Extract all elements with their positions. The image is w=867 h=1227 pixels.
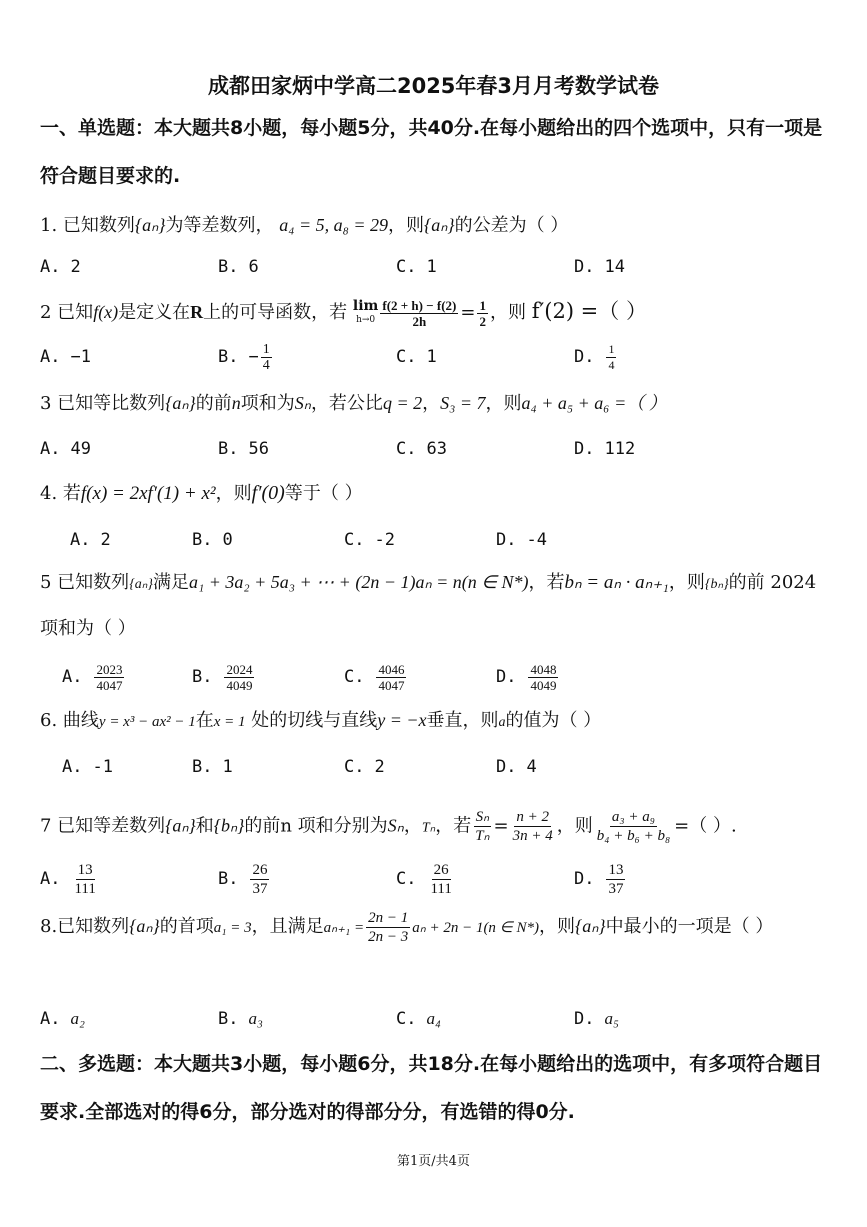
q6-text4: 垂直，则 xyxy=(426,710,499,731)
q6-expr3: y = −x xyxy=(377,710,427,730)
question-1 xyxy=(40,210,835,241)
q7-text7: ，则 xyxy=(556,815,593,837)
q1-option-b[interactable]: B. 6 xyxy=(218,257,259,277)
q7-option-a[interactable]: A. $\frac{13}{111}$ xyxy=(40,861,96,897)
q1-seq-2: {aₙ} xyxy=(424,215,455,235)
q6-expr4: a xyxy=(498,715,506,730)
q4-option-d[interactable]: D. -4 xyxy=(496,530,547,550)
q8-option-b[interactable]: B. a₃ xyxy=(218,1009,263,1029)
q8-option-d[interactable]: D. a₅ xyxy=(574,1009,619,1029)
q5-text4: ，则 xyxy=(668,572,705,593)
question-3 xyxy=(40,388,835,419)
q8-seq-a: {aₙ} xyxy=(129,916,160,936)
q7-Tn: Tₙ xyxy=(421,820,436,836)
q2-limit: lim h→0 xyxy=(352,298,379,325)
q3-text3: 项和为 xyxy=(240,393,295,414)
q3-Sn: Sₙ xyxy=(294,393,311,413)
q7-text6: ，若 xyxy=(435,815,472,837)
q8-text5: 中最小的一项是（ ） xyxy=(605,916,774,937)
q1-suffix: ，则 xyxy=(388,215,425,236)
q2-mid2: 上的可导函数，若 xyxy=(203,302,348,323)
q6-text1: 6. 曲线 xyxy=(40,710,99,731)
q7-seq-a: {aₙ} xyxy=(165,815,196,836)
q5-expr2: bₙ = aₙ · aₙ₊₁ xyxy=(564,572,669,593)
q5-text5: 的前 2024 项和为（ ） xyxy=(40,572,817,639)
q5-option-c[interactable]: C. $\frac{4046}{4047}$ xyxy=(344,661,405,693)
q7-text8: =（ ）. xyxy=(674,815,737,837)
q1-option-a[interactable]: A. 2 xyxy=(40,257,81,277)
question-4 xyxy=(40,478,835,509)
q4-text1: 4. 若 xyxy=(40,483,81,504)
question-2 xyxy=(40,296,835,329)
q6-text2: 在 xyxy=(195,710,214,731)
q4-option-b[interactable]: B. 0 xyxy=(192,530,233,550)
q7-Sn: Sₙ xyxy=(387,815,404,836)
q2-fx: f(x) xyxy=(93,302,119,322)
q2-eq: = xyxy=(460,302,476,323)
q6-text5: 的值为（ ） xyxy=(505,710,602,731)
q2-fraction: $\frac{f(2 + h) - f(2)}{2h}$ xyxy=(382,297,457,329)
q2-options xyxy=(40,340,830,374)
q7-text2: 和 xyxy=(195,815,214,837)
q6-option-d[interactable]: D. 4 xyxy=(496,757,537,777)
q3-text6: ，则 xyxy=(485,393,522,414)
q7-seq-b: {bₙ} xyxy=(213,815,245,836)
q7-option-c[interactable]: C. $\frac{26}{111}$ xyxy=(396,861,452,897)
q3-text5: ， xyxy=(422,393,441,414)
section-2-heading: 二、多选题：本大题共3小题，每小题6分，共18分.在每小题给出的选项中，有多项符合题目要求.全部选对的得6分，部分选对的得部分分，有选错的得0分. xyxy=(40,1053,823,1123)
q7-option-b[interactable]: B. $\frac{26}{37}$ xyxy=(218,861,268,897)
q8-option-a[interactable]: A. a₂ xyxy=(40,1009,85,1029)
q5-seq-a: {aₙ} xyxy=(129,577,153,592)
q3-option-b[interactable]: B. 56 xyxy=(218,439,269,459)
q4-options xyxy=(70,523,860,557)
q7-text5: ， xyxy=(403,815,422,837)
q7-options xyxy=(40,862,830,896)
q7-query: $\frac{\text{a₃ + a₉}}{\text{b₄ + b₆ + b₈}}$ xyxy=(596,809,671,844)
q1-seq: {aₙ} xyxy=(134,215,166,235)
q2-rhs: $\frac{1}{2}$ xyxy=(479,297,486,329)
q4-expr: f(x) = 2xf′(1) + x² xyxy=(80,483,216,504)
q3-text1: 3 已知等比数列 xyxy=(40,393,166,414)
q5-seq-b: {bₙ} xyxy=(704,577,729,592)
q6-option-a[interactable]: A. -1 xyxy=(62,757,113,777)
q7-option-d[interactable]: D. $\frac{13}{37}$ xyxy=(574,861,624,897)
q5-option-b[interactable]: B. $\frac{2024}{4049}$ xyxy=(192,661,253,693)
q2-option-b[interactable]: B. − $\frac{1}{4}$ xyxy=(218,341,270,373)
q2-R: R xyxy=(190,302,204,322)
q6-option-c[interactable]: C. 2 xyxy=(344,757,385,777)
q2-suffix: ，则 xyxy=(489,302,526,323)
q3-n: n xyxy=(231,393,241,413)
q8-text4: ，则 xyxy=(539,916,576,937)
q3-cond2: S₃ = 7 xyxy=(440,393,486,413)
question-5 xyxy=(40,560,835,651)
q5-expr: a₁ + 3a₂ + 5a₃ + ⋯ + (2n − 1)aₙ = n(n ∈ N*) xyxy=(188,572,529,592)
q1-ask: 的公差为（ ） xyxy=(454,215,569,236)
q7-text1: 7 已知等差数列 xyxy=(40,815,166,837)
q1-prefix: 1. 已知数列 xyxy=(40,215,135,236)
q1-option-d[interactable]: D. 14 xyxy=(574,257,625,277)
q1-options xyxy=(40,250,830,284)
q8-text2: 的首项 xyxy=(159,916,214,937)
q6-expr: y = x³ − ax² − 1 xyxy=(98,714,196,730)
q7-eq: = xyxy=(493,815,509,837)
q5-text2: 满足 xyxy=(152,572,189,593)
q3-cond1: q = 2 xyxy=(382,393,423,413)
q2-mid: 是定义在 xyxy=(118,302,191,323)
q6-expr2: x = 1 xyxy=(213,714,246,730)
q3-options xyxy=(40,432,830,466)
q8-option-c[interactable]: C. a₄ xyxy=(396,1009,441,1029)
q8-lhs: aₙ₊₁ = xyxy=(323,920,365,936)
q5-text1: 5 已知数列 xyxy=(40,572,130,593)
question-8 xyxy=(40,904,835,950)
q8-fraction: $\frac{2n - 1}{2n - 3}$ xyxy=(368,909,409,945)
q1-mid: 为等差数列， xyxy=(165,215,274,236)
page-title: 成都田家炳中学高二2025年春3月月考数学试卷 xyxy=(207,74,660,98)
q8-seq-a-2: {aₙ} xyxy=(575,916,606,936)
q4-text3: 等于（ ） xyxy=(284,483,363,504)
q8-cond: a₁ = 3 xyxy=(213,920,252,936)
q2-ask: f′(2) =（ ） xyxy=(531,299,647,323)
q8-rhs: aₙ + 2n − 1(n ∈ N*) xyxy=(412,920,540,936)
q8-options xyxy=(40,1002,830,1036)
q1-option-c[interactable]: C. 1 xyxy=(396,257,437,277)
q3-text4: ，若公比 xyxy=(310,393,383,414)
q7-text3: 的前 xyxy=(244,815,281,837)
q2-option-a[interactable]: A. −1 xyxy=(40,347,91,367)
question-7 xyxy=(40,808,835,845)
q7-text4: n 项和分别为 xyxy=(280,815,388,837)
q8-text1: 8.已知数列 xyxy=(40,916,130,937)
q4-option-a[interactable]: A. 2 xyxy=(70,530,111,550)
q7-ratio: $\frac{\text{Sₙ}}{\text{Tₙ}}$ xyxy=(475,809,490,844)
q2-prefix: 2 已知 xyxy=(40,302,94,323)
question-6 xyxy=(40,705,835,738)
q3-option-a[interactable]: A. 49 xyxy=(40,439,91,459)
q3-text2: 的前 xyxy=(195,393,232,414)
q6-options xyxy=(62,750,852,784)
q5-text3: ，若 xyxy=(528,572,565,593)
q5-options xyxy=(62,660,852,694)
q8-text3: ，且满足 xyxy=(251,916,324,937)
q3-seq: {aₙ} xyxy=(165,393,196,413)
q5-option-d[interactable]: D. $\frac{4048}{4049}$ xyxy=(496,661,557,693)
section-1-heading: 一、单选题：本大题共8小题，每小题5分，共40分.在每小题给出的四个选项中，只有一项是符合题目要求的. xyxy=(40,117,823,187)
q3-option-d[interactable]: D. 112 xyxy=(574,439,636,459)
q3-option-c[interactable]: C. 63 xyxy=(396,439,447,459)
page-footer: 第1页/共4页 xyxy=(397,1154,470,1169)
q3-ask: a₄ + a₅ + a₆ =（ ） xyxy=(521,393,667,413)
q4-text2: ，则 xyxy=(215,483,252,504)
q6-option-b[interactable]: B. 1 xyxy=(192,757,233,777)
q4-option-c[interactable]: C. -2 xyxy=(344,530,395,550)
q7-rhs: $\frac{n + 2}{3n + 4}$ xyxy=(512,809,553,844)
q6-text3: 处的切线与直线 xyxy=(245,710,378,731)
q4-expr2: f′(0) xyxy=(251,482,285,504)
q2-option-c[interactable]: C. 1 xyxy=(396,347,437,367)
q5-option-a[interactable]: A. $\frac{2023}{4047}$ xyxy=(62,661,123,693)
q1-condition: a₄ = 5, a₈ = 29 xyxy=(279,215,389,235)
q2-option-d[interactable]: D. $\frac{1}{4}$ xyxy=(574,341,615,372)
